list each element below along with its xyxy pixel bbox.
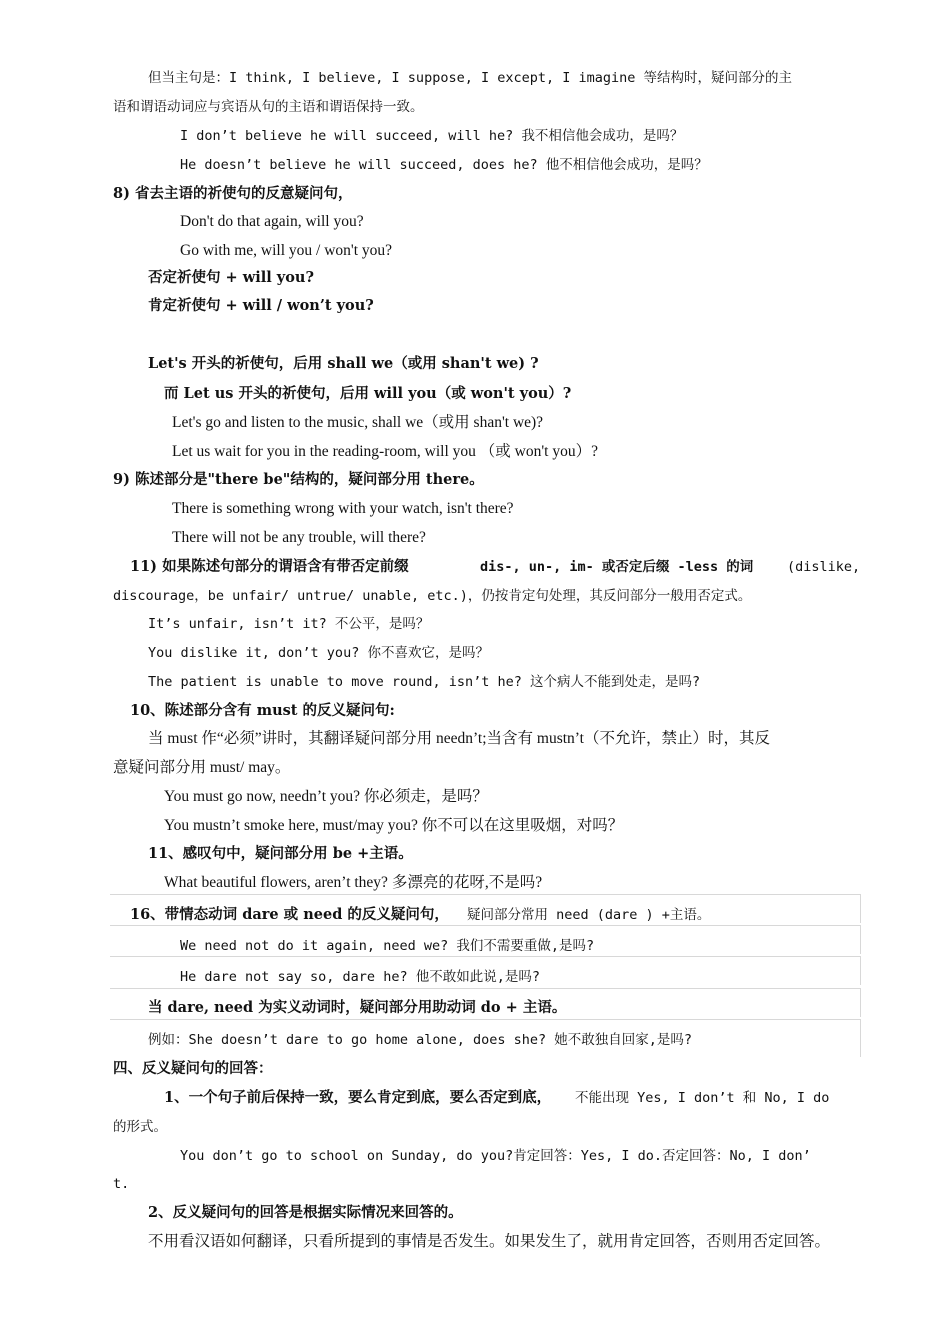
text-line: 语和谓语动词应与宾语从句的主语和谓语保持一致。 bbox=[113, 99, 424, 115]
example-sentence: There is something wrong with your watch, isn't there? bbox=[172, 500, 514, 517]
text-line: 意疑问部分用 must/ may。 bbox=[113, 759, 291, 776]
section-heading: 11) 如果陈述句部分的谓语含有带否定前缀 bbox=[130, 558, 409, 575]
example-sentence: I don’t believe he will succeed, will he? 我不相信他会成功，是吗？ bbox=[180, 128, 684, 144]
example-sentence: Go with me, will you / won't you? bbox=[180, 242, 393, 259]
example-sentence: He dare not say so, dare he? 他不敢如此说,是吗? bbox=[180, 969, 540, 985]
rule-line: 肯定祈使句 + will / won’t you? bbox=[148, 297, 374, 314]
text-line: 但当主句是：I think, I believe, I suppose, I except, I imagine 等结构时，疑问部分的主 bbox=[148, 70, 793, 86]
section-heading: 16、带情态动词 dare 或 need 的反义疑问句， bbox=[130, 906, 449, 923]
rule-line: 当 dare, need 为实义动词时，疑问部分用助动词 do + 主语。 bbox=[148, 999, 567, 1016]
example-sentence: Don't do that again, will you? bbox=[180, 213, 364, 230]
section-heading: 四、反义疑问句的回答： bbox=[113, 1060, 273, 1077]
example-sentence: You must go now, needn’t you? 你必须走，是吗？ bbox=[164, 788, 488, 805]
section-heading: 8) 省去主语的祈使句的反意疑问句， bbox=[113, 185, 353, 202]
example-sentence: You dislike it, don’t you? 你不喜欢它，是吗？ bbox=[148, 645, 489, 661]
text-line: discourage，be unfair/ untrue/ unable, etc.)，仍按肯定句处理，其反问部分一般用否定式。 bbox=[113, 588, 752, 604]
section-heading: dis-, un-, im- 或否定后缀 -less 的词 bbox=[480, 559, 754, 575]
text-line: t. bbox=[113, 1176, 130, 1192]
text-line: (dislike, bbox=[787, 559, 861, 575]
rule-line: 2、反义疑问句的回答是根据实际情况来回答的。 bbox=[148, 1204, 463, 1221]
text-line: 当 must 作“必须”讲时，其翻译疑问部分用 needn’t;当含有 mustn’t（不允许，禁止）时，其反 bbox=[148, 730, 770, 747]
text-line: 不用看汉语如何翻译，只看所提到的事情是否发生。如果发生了，就用肯定回答，否则用否定回答。 bbox=[148, 1233, 831, 1250]
rule-line: Let's 开头的祈使句，后用 shall we（或用 shan't we) ? bbox=[148, 355, 539, 372]
example-sentence: Let us wait for you in the reading-room, will you （或 won't you）? bbox=[172, 443, 598, 460]
example-sentence: You don’t go to school on Sunday, do you?肯定回答：Yes, I do.否定回答：No, I don’ bbox=[180, 1148, 811, 1164]
example-sentence: You mustn’t smoke here, must/may you? 你不可以在这里吸烟，对吗？ bbox=[164, 817, 624, 834]
example-sentence: Let's go and listen to the music, shall we（或用 shan't we)? bbox=[172, 414, 544, 431]
rule-line: 而 Let us 开头的祈使句，后用 will you（或 won't you）? bbox=[164, 385, 572, 402]
example-sentence: It’s unfair, isn’t it? 不公平，是吗？ bbox=[148, 616, 430, 632]
example-sentence: There will not be any trouble, will there? bbox=[172, 529, 426, 546]
rule-line: 否定祈使句 + will you? bbox=[148, 269, 314, 286]
section-heading: 10、陈述部分含有 must 的反义疑问句: bbox=[130, 702, 395, 719]
example-sentence: 例如：She doesn’t dare to go home alone, does she? 她不敢独自回家,是吗? bbox=[148, 1032, 693, 1048]
example-sentence: He doesn’t believe he will succeed, does he? 他不相信他会成功，是吗？ bbox=[180, 157, 708, 173]
example-sentence: We need not do it again, need we? 我们不需要重做,是吗? bbox=[180, 938, 595, 954]
text-line: 的形式。 bbox=[113, 1119, 167, 1135]
text-line: 不能出现 Yes, I don’t 和 No, I do bbox=[575, 1090, 830, 1106]
rule-line: 1、一个句子前后保持一致，要么肯定到底，要么否定到底， bbox=[164, 1089, 552, 1106]
example-sentence: What beautiful flowers, aren’t they? 多漂亮的花呀,不是吗? bbox=[164, 874, 543, 891]
section-heading: 11、感叹句中，疑问部分用 be +主语。 bbox=[148, 845, 413, 862]
section-heading: 9) 陈述部分是"there be"结构的，疑问部分用 there。 bbox=[113, 471, 484, 488]
example-sentence: The patient is unable to move round, isn’t he? 这个病人不能到处走，是吗? bbox=[148, 674, 701, 690]
text-line: 疑问部分常用 need (dare ) +主语。 bbox=[467, 907, 711, 923]
